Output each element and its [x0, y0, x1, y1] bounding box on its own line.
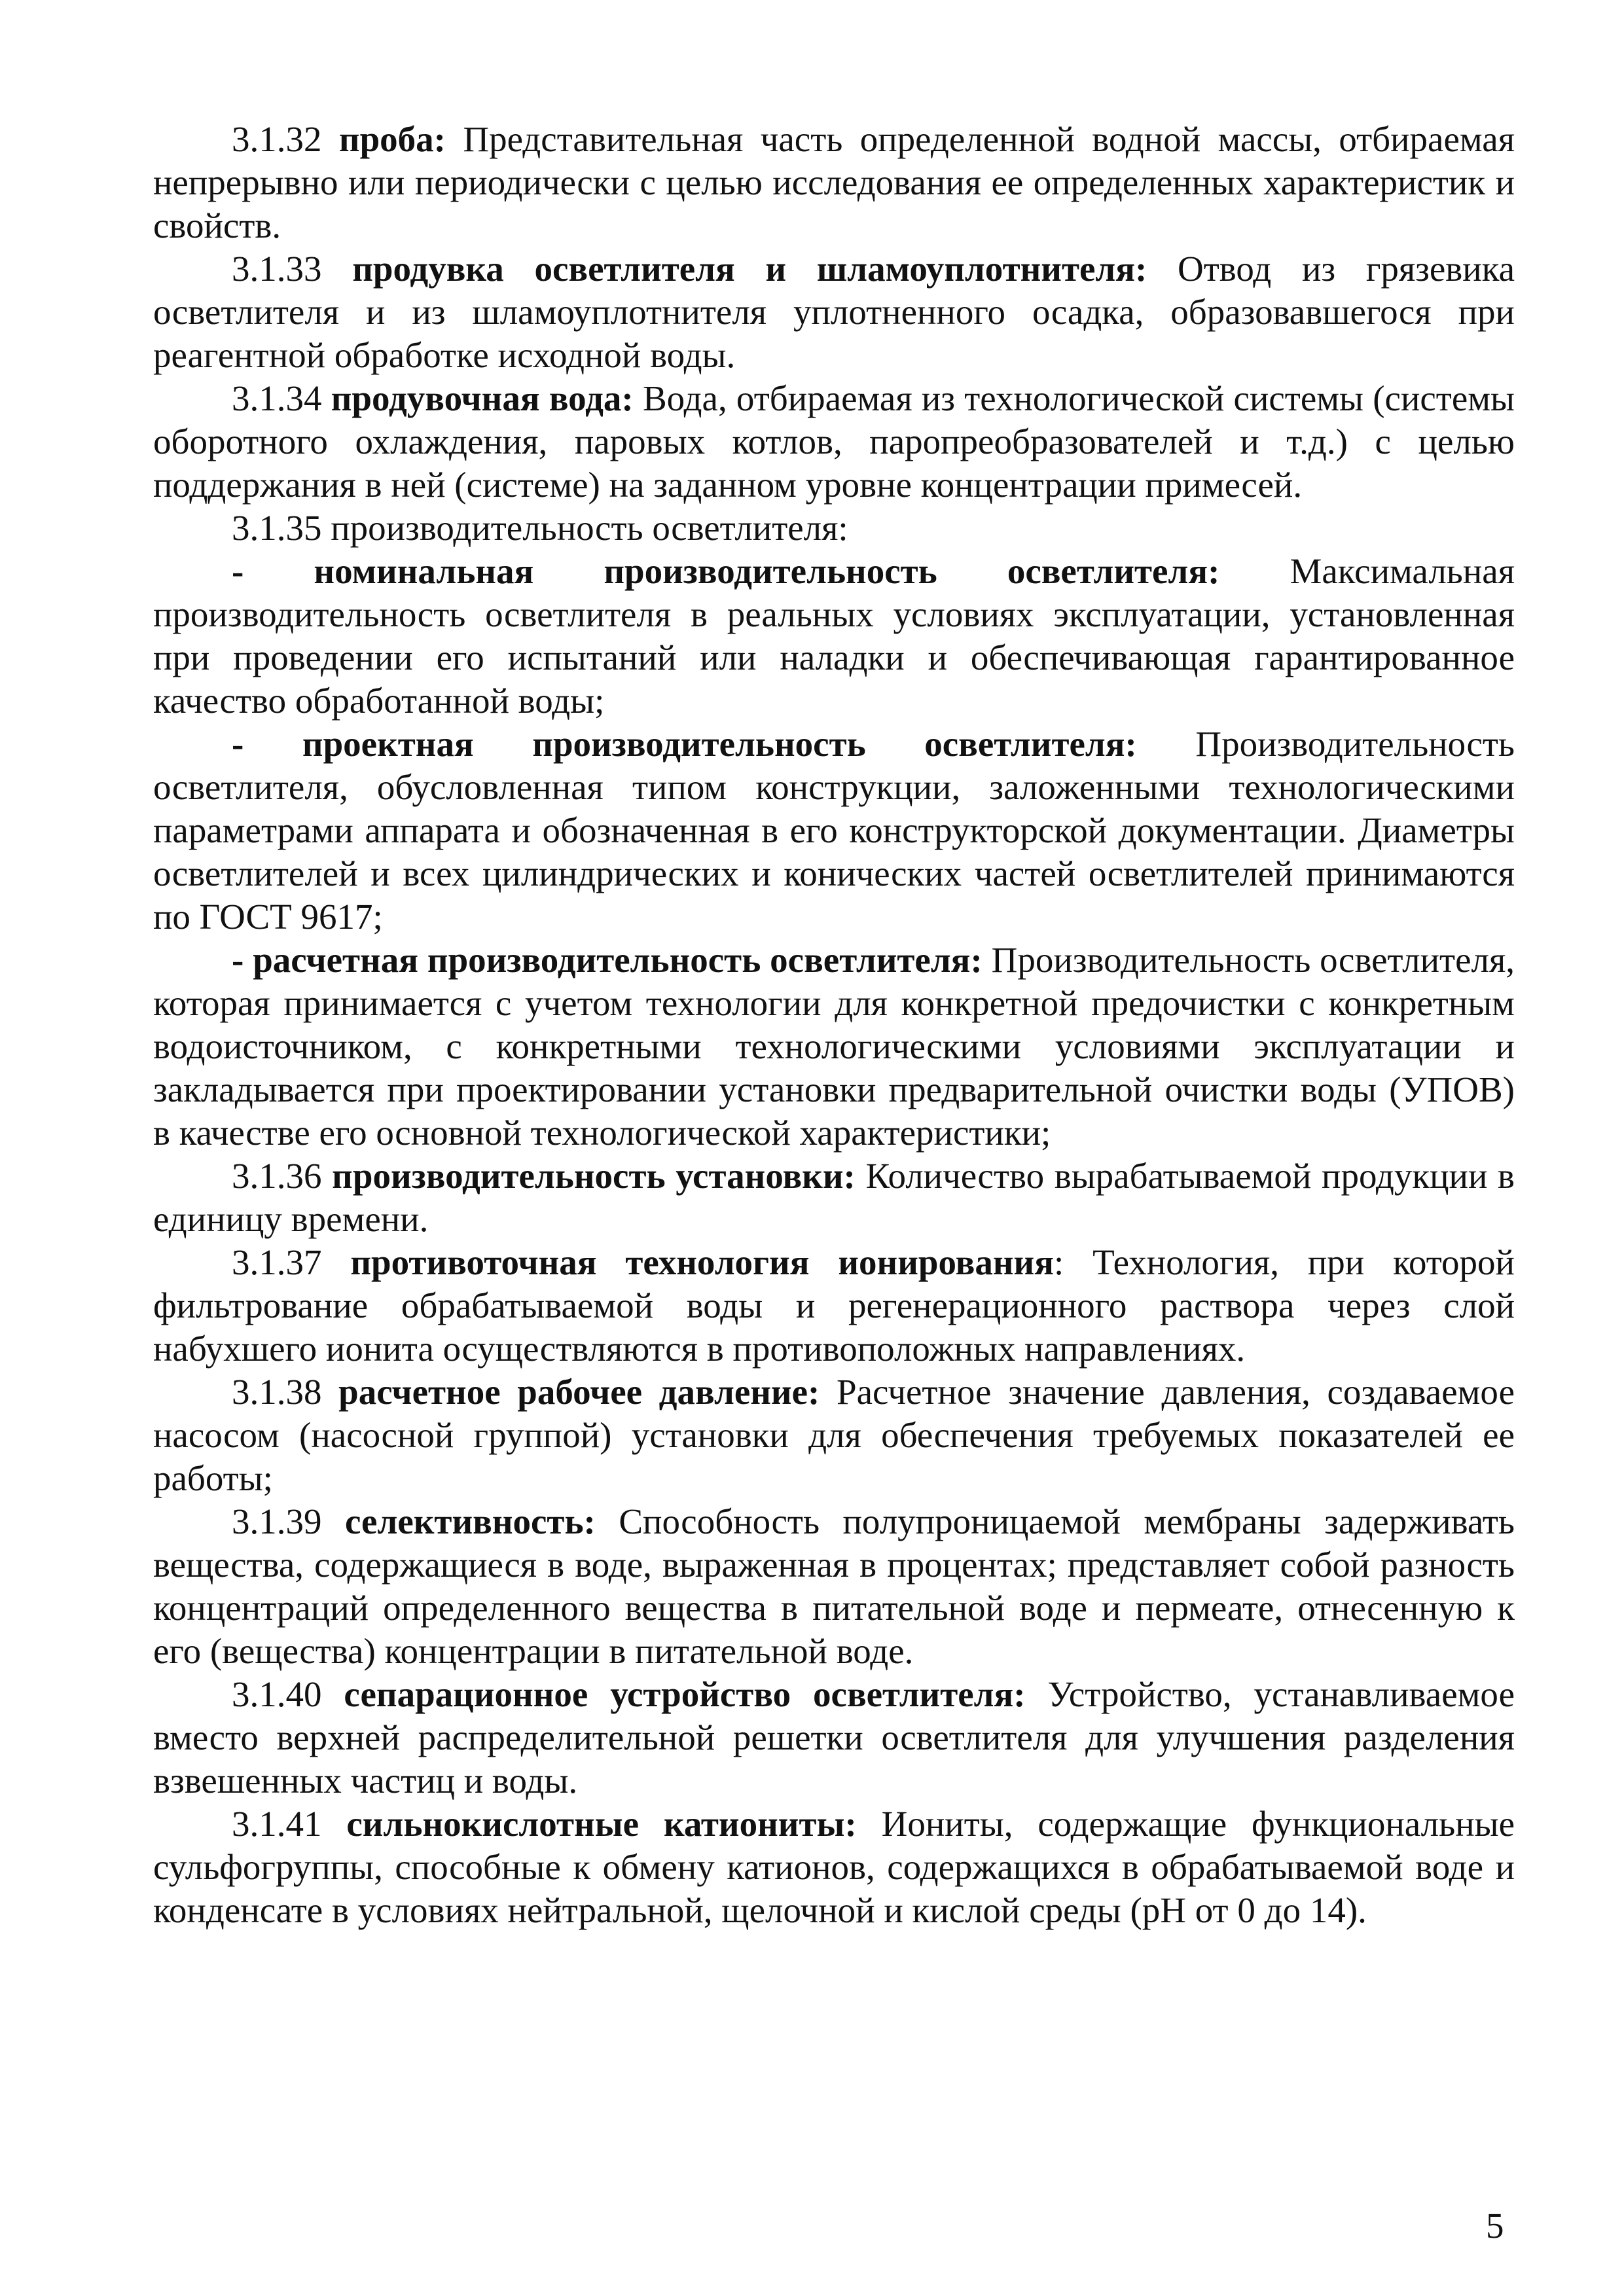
definition-text: : Технология, при которой фильтрование обрабатываемой воды и регенерационного раствора через слой набухшего ионита осуществляются в противоположных направлениях.: [153, 1242, 1515, 1369]
clause-number: 3.1.38: [232, 1372, 339, 1412]
clause-number: 3.1.34: [232, 378, 331, 418]
term: противоточная технология ионирования: [350, 1242, 1054, 1282]
clause-number: 3.1.39: [232, 1501, 345, 1541]
definition-3-1-35: [153, 507, 1515, 550]
definition-design-capacity: [153, 723, 1515, 939]
definition-3-1-36: [153, 1155, 1515, 1241]
definition-text: Вода, отбираемая из технологической системы (системы оборотного охлаждения, паровых котлов, паропреобразователей и т.д.) с целью поддержания в ней (системе) на заданном уровне концентрации примесей.: [153, 378, 1515, 505]
definition-3-1-38: [153, 1371, 1515, 1500]
definition-text: Иониты, содержащие функциональные сульфогруппы, способные к обмену катионов, содержащихся в обрабатываемой воде и конденсате в условиях нейтральной, щелочной и кислой среды (pH от 0 до 14).: [153, 1804, 1515, 1930]
term: селективность:: [344, 1501, 596, 1541]
term: производительность установки:: [332, 1156, 856, 1196]
definition-text: Представительная часть определенной водной массы, отбираемая непрерывно или периодически с целью исследования ее определенных характеристик и свойств.: [153, 119, 1515, 245]
definition-3-1-32: [153, 118, 1515, 247]
clause-number: 3.1.36: [232, 1156, 333, 1196]
term: сепарационное устройство осветлителя:: [344, 1674, 1026, 1714]
term: проба:: [338, 119, 446, 159]
clause-number: 3.1.41: [232, 1804, 347, 1844]
document-body: [153, 118, 1515, 1932]
page-number: 5: [1486, 2206, 1504, 2246]
definition-text: Устройство, устанавливаемое вместо верхней распределительной решетки осветлителя для улучшения разделения взвешенных частиц и воды.: [153, 1674, 1515, 1801]
definition-text: Количество вырабатываемой продукции в единицу времени.: [153, 1156, 1515, 1239]
clause-number: 3.1.40: [232, 1674, 344, 1714]
definition-3-1-41: [153, 1803, 1515, 1932]
term: сильнокислотные катиониты:: [346, 1804, 857, 1844]
term: расчетное рабочее давление:: [338, 1372, 820, 1412]
definition-text: Отвод из грязевика осветлителя и из шламоуплотнителя уплотненного осадка, образовавшегося при реагентной обработке исходной воды.: [153, 249, 1515, 375]
term: - проектная производительность осветлителя:: [232, 724, 1137, 764]
definition-text: Производительность осветлителя, которая принимается с учетом технологии для конкретной предочистки с конкретным водоисточником, с конкретными технологическими условиями эксплуатации и закладывается при проектировании установки предварительной очистки воды (УПОВ) в качестве его основной технологической характеристики;: [153, 940, 1515, 1153]
clause-number: 3.1.35: [232, 508, 331, 548]
definition-calculated-capacity: [153, 939, 1515, 1155]
definition-text: производительность осветлителя:: [331, 508, 848, 548]
definition-3-1-39: [153, 1500, 1515, 1673]
clause-number: 3.1.37: [232, 1242, 351, 1282]
clause-number: 3.1.32: [232, 119, 339, 159]
term: продувка осветлителя и шламоуплотнителя:: [352, 249, 1147, 289]
term: - номинальная производительность осветлителя:: [232, 551, 1220, 591]
definition-3-1-33: [153, 247, 1515, 377]
definition-nominal-capacity: [153, 550, 1515, 723]
definition-text: Максимальная производительность осветлителя в реальных условиях эксплуатации, установленная при проведении его испытаний или наладки и обеспечивающая гарантированное качество обработанной воды;: [153, 551, 1515, 721]
term: продувочная вода:: [331, 378, 634, 418]
term: - расчетная производительность осветлителя:: [232, 940, 983, 980]
definition-3-1-34: [153, 377, 1515, 507]
definition-3-1-40: [153, 1673, 1515, 1803]
definition-3-1-37: [153, 1241, 1515, 1371]
definition-text: Расчетное значение давления, создаваемое насосом (насосной группой) установки для обеспечения требуемых показателей ее работы;: [153, 1372, 1515, 1498]
definition-text: Производительность осветлителя, обусловленная типом конструкции, заложенными технологическими параметрами аппарата и обозначенная в его конструкторской документации. Диаметры осветлителей и всех цилиндрических и конических частей осветлителей принимаются по ГОСТ 9617;: [153, 724, 1515, 937]
clause-number: 3.1.33: [232, 249, 353, 289]
definition-text: Способность полупроницаемой мембраны задерживать вещества, содержащиеся в воде, выраженная в процентах; представляет собой разность концентраций определенного вещества в питательной воде и пермеате, отнесенную к его (вещества) концентрации в питательной воде.: [153, 1501, 1515, 1671]
